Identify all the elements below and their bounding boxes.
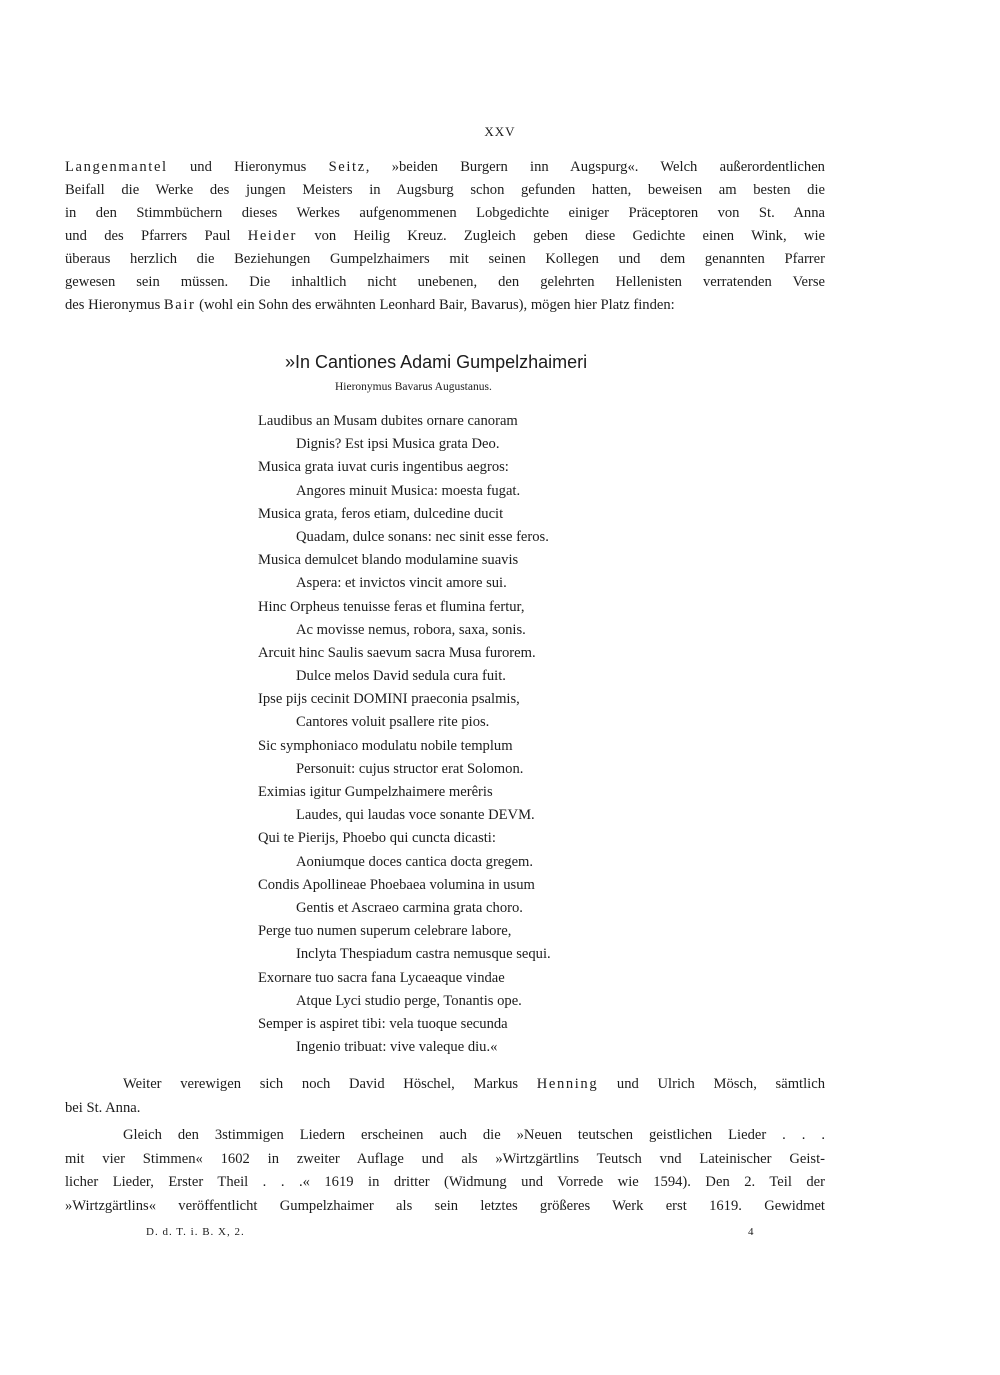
- poem-verse: Personuit: cujus structor erat Solomon.: [296, 760, 524, 777]
- poem-verse: Ipse pijs cecinit DOMINI praeconia psalmis,: [258, 691, 520, 708]
- poem-verse: Arcuit hinc Saulis saevum sacra Musa furorem.: [258, 644, 536, 661]
- poem: [258, 410, 678, 1059]
- text-line: licher Lieder, Erster Theil . . .« 1619 in dritter (Widmung und Vorrede wie 1594). Den 2. Teil der: [65, 1174, 825, 1190]
- poem-verse: Gentis et Ascraeo carmina grata choro.: [296, 899, 523, 916]
- poem-verse: Condis Apollineae Phoebaea volumina in usum: [258, 876, 535, 893]
- poem-verse: Qui te Pierijs, Phoebo qui cuncta dicasti:: [258, 830, 496, 847]
- text-line: gewesen sein müssen. Die inhaltlich nicht unebenen, den gelehrten Hellenisten verratenden Verse: [65, 274, 825, 290]
- text-fragment: des Hieronymus: [65, 297, 164, 313]
- spaced-name: Heider: [247, 228, 298, 244]
- poem-verse: Quadam, dulce sonans: nec sinit esse feros.: [296, 528, 549, 545]
- poem-author: Hieronymus Bavarus Augustanus.: [335, 381, 492, 393]
- text-line: Beifall die Werke des jungen Meisters in Augsburg schon gefunden hatten, beweisen am besten die: [65, 182, 825, 198]
- poem-verse: Laudibus an Musam dubites ornare canoram: [258, 413, 518, 429]
- intro-paragraph: [65, 156, 825, 317]
- poem-verse: Musica demulcet blando modulamine suavis: [258, 552, 519, 569]
- text-line: mit vier Stimmen« 1602 in zweiter Auflage und als »Wirtzgärtlins Teutsch vnd Lateinischer Geist-: [65, 1150, 825, 1167]
- spaced-name: Langenmantel: [65, 159, 168, 175]
- poem-title: »In Cantiones Adami Gumpelzhaimeri: [285, 352, 588, 372]
- poem-verse: Dignis? Est ipsi Musica grata Deo.: [296, 436, 500, 453]
- closing-paragraphs: [65, 1073, 825, 1218]
- text-fragment: und Hieronymus: [167, 159, 329, 175]
- text-line: [65, 1073, 825, 1097]
- poem-verse: Musica grata, feros etiam, dulcedine ducit: [258, 505, 504, 522]
- poem-verse: Aoniumque doces cantica docta gregem.: [296, 853, 534, 870]
- poem-verse: Eximias igitur Gumpelzhaimere merêris: [258, 784, 493, 800]
- spaced-name: Bair: [163, 297, 196, 313]
- poem-verse: Perge tuo numen superum celebrare labore,: [258, 923, 512, 940]
- poem-verse: Hinc Orpheus tenuisse feras et flumina fertur,: [258, 598, 525, 615]
- text-line: [65, 156, 825, 179]
- text-fragment: Weiter verewigen sich noch David Höschel, Markus: [123, 1076, 537, 1092]
- text-fragment: und Ulrich Mösch, sämtlich: [598, 1076, 825, 1092]
- text-fragment: und des Pfarrers Paul: [65, 228, 248, 244]
- poem-verse: Ac movisse nemus, robora, saxa, sonis.: [296, 621, 526, 638]
- poem-verse: Aspera: et invictos vincit amore sui.: [296, 575, 507, 592]
- poem-verse: Semper is aspiret tibi: vela tuoque secunda: [258, 1015, 508, 1032]
- spaced-name: Seitz: [328, 159, 366, 175]
- text-fragment: von Heilig Kreuz. Zugleich geben diese Gedichte einen Wink, wie: [297, 228, 825, 244]
- signature-mark: 4: [748, 1226, 754, 1238]
- series-footer: D. d. T. i. B. X, 2.: [146, 1226, 245, 1238]
- spaced-name: Henning: [536, 1076, 599, 1092]
- text-line: [65, 225, 825, 248]
- poem-verse: Angores minuit Musica: moesta fugat.: [296, 482, 521, 499]
- poem-verse: Dulce melos David sedula cura fuit.: [296, 668, 506, 685]
- poem-verse: Ingenio tribuat: vive valeque diu.«: [296, 1039, 498, 1056]
- poem-verse: Atque Lyci studio perge, Tonantis ope.: [296, 992, 522, 1009]
- text-fragment: (wohl ein Sohn des erwähnten Leonhard Bair, Bavarus), mögen hier Platz finden:: [195, 297, 675, 313]
- poem-verse: Musica grata iuvat curis ingentibus aegros:: [258, 459, 509, 476]
- poem-verse: Sic symphoniaco modulatu nobile templum: [258, 737, 513, 754]
- text-line: überaus herzlich die Beziehungen Gumpelzhaimers mit seinen Kollegen und dem genannten Pfarrer: [65, 251, 825, 267]
- text-line: Gleich den 3stimmigen Liedern erscheinen auch die »Neuen teutschen geistlichen Lieder . . .: [123, 1127, 825, 1143]
- page-number: XXV: [484, 124, 516, 139]
- text-line: bei St. Anna.: [65, 1099, 141, 1116]
- text-line: »Wirtzgärtlins« veröffentlicht Gumpelzhaimer als sein letztes größeres Werk erst 1619. Gewidmet: [65, 1197, 825, 1214]
- text-line: [65, 294, 825, 317]
- text-fragment: , »beiden Burgern inn Augspurg«. Welch außerordentlichen: [365, 159, 825, 175]
- poem-verse: Exornare tuo sacra fana Lycaeaque vindae: [258, 969, 505, 986]
- text-line: in den Stimmbüchern dieses Werkes aufgenommenen Lobgedichte einiger Präceptoren von St. Anna: [65, 205, 825, 221]
- poem-verse: Cantores voluit psallere rite pios.: [296, 714, 490, 731]
- poem-verse: Laudes, qui laudas voce sonante DEVM.: [296, 807, 535, 824]
- poem-verse: Inclyta Thespiadum castra nemusque sequi.: [296, 946, 551, 963]
